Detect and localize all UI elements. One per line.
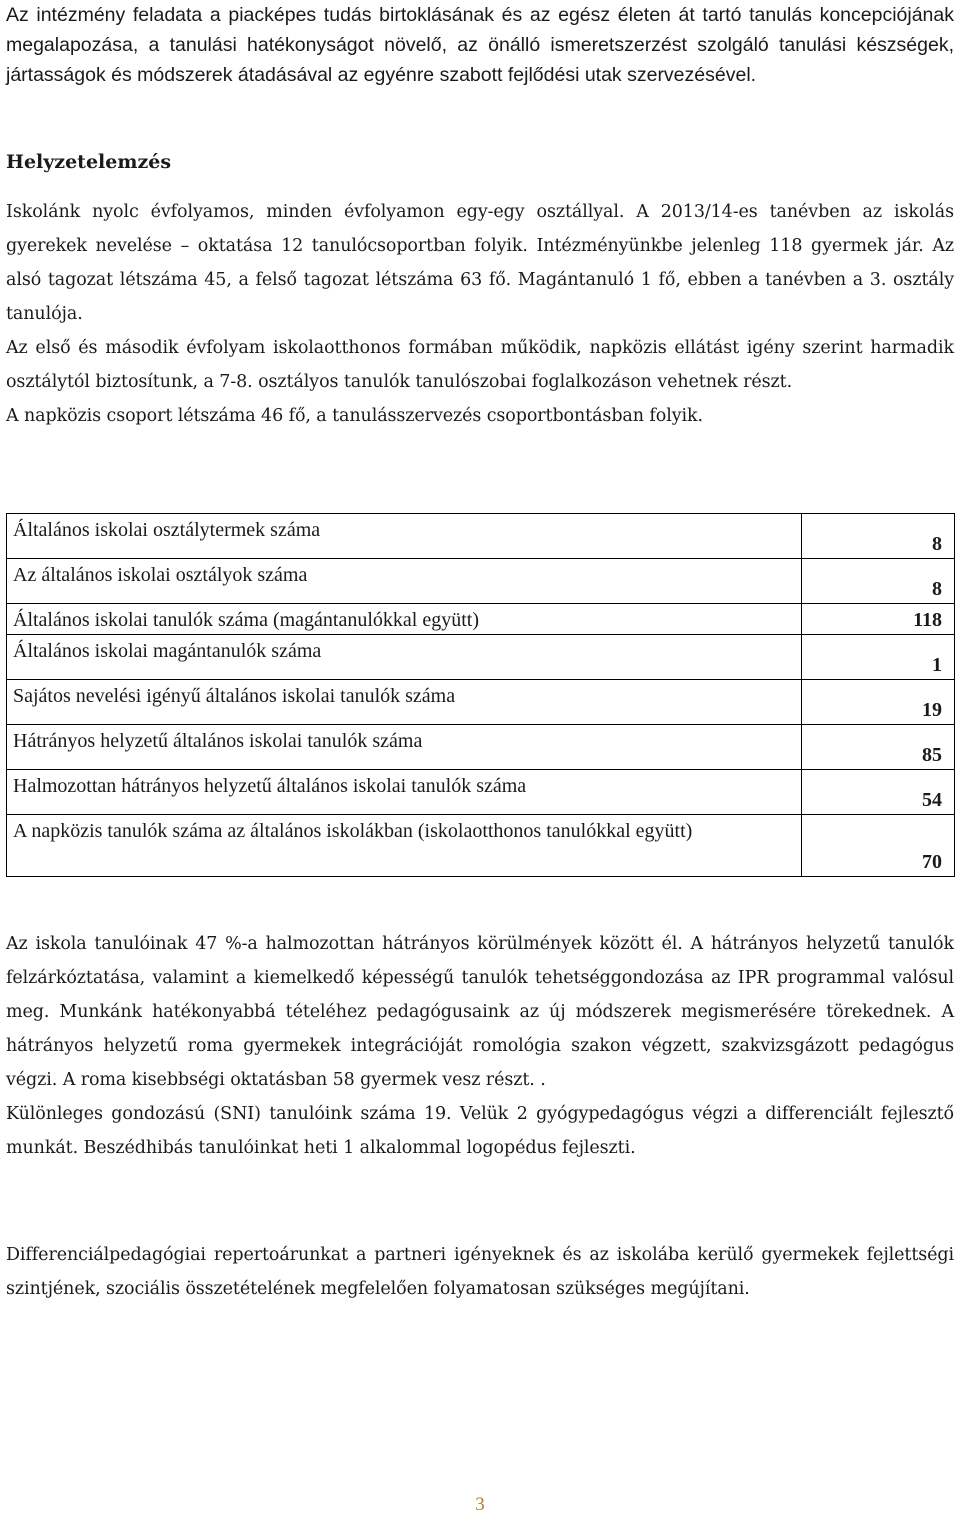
table-row-value: 85: [802, 725, 955, 770]
table-row: [7, 559, 955, 604]
table-row-label: Általános iskolai tanulók száma (magántanulókkal együtt): [7, 604, 802, 635]
table-row-value: 8: [802, 559, 955, 604]
table-row-label: Általános iskolai osztálytermek száma: [7, 514, 802, 559]
situation-paragraph-3: A napközis csoport létszáma 46 fő, a tanulásszervezés csoportbontásban folyik.: [6, 406, 703, 426]
notes-section: [6, 927, 954, 1165]
intro-paragraph: Az intézmény feladata a piacképes tudás birtoklásának és az egész életen át tartó tanulás koncepciójának megalapozása, a tanulási hatékonyságot növelő, az önálló ismeretszerzést szolgáló tanulási készségek, jártasságok és módszerek átadásával az egyénre szabott fejlődési utak szervezésével.: [6, 4, 954, 86]
table-row: [7, 635, 955, 680]
table-row-label: Sajátos nevelési igényű általános iskolai tanulók száma: [7, 680, 802, 725]
situation-section: [6, 195, 954, 433]
page-number: 3: [475, 1494, 485, 1515]
table-row: [7, 514, 955, 559]
notes-paragraph-1: Az iskola tanulóinak 47 %-a halmozottan hátrányos körülmények között él. A hátrányos helyzetű tanulók felzárkóztatása, valamint a kiemelkedő képességű tanulók tehetséggondozása az IPR programmal valósul meg. Munkánk hatékonyabbá tételéhez pedagógusaink az új módszerek megismerésére törekednek. A hátrányos helyzetű roma gyermekek integrációját romológia szakon végzett, szakvizsgázott pedagógus végzi. A roma kisebbségi oktatásban 58 gyermek vesz részt. .: [6, 934, 954, 1090]
table-row-label: Az általános iskolai osztályok száma: [7, 559, 802, 604]
situation-paragraph-2: Az első és második évfolyam iskolaotthonos formában működik, napközis ellátást igény szerint harmadik osztálytól biztosítunk, a 7-8. osztályos tanulók tanulószobai foglalkozáson vehetnek részt.: [6, 338, 954, 392]
table-row: [7, 815, 955, 877]
table-row-value: 1: [802, 635, 955, 680]
table-row: [7, 604, 955, 635]
table-row-value: 70: [802, 815, 955, 877]
table-row-value: 54: [802, 770, 955, 815]
table-row: [7, 680, 955, 725]
notes-paragraph-2: Különleges gondozású (SNI) tanulóink száma 19. Velük 2 gyógypedagógus végzi a differenciált fejlesztő munkát. Beszédhibás tanulóinkat heti 1 alkalommal logopédus fejleszti.: [6, 1104, 954, 1158]
table-row-value: 8: [802, 514, 955, 559]
table-row: [7, 770, 955, 815]
table-row-label: A napközis tanulók száma az általános iskolákban (iskolaotthonos tanulókkal együtt): [7, 815, 802, 877]
table-row-label: Hátrányos helyzetű általános iskolai tanulók száma: [7, 725, 802, 770]
section-heading-situation: Helyzetelemzés: [6, 151, 172, 173]
statistics-table: [6, 513, 955, 877]
repertoire-paragraph: Differenciálpedagógiai repertoárunkat a partneri igényeknek és az iskolába kerülő gyermekek fejlettségi szintjének, szociális összetételének megfelelően folyamatosan szükséges megújítani.: [6, 1245, 954, 1299]
table-row-value: 118: [802, 604, 955, 635]
repertoire-section: [6, 1238, 954, 1306]
table-row-value: 19: [802, 680, 955, 725]
table-row: [7, 725, 955, 770]
table-row-label: Általános iskolai magántanulók száma: [7, 635, 802, 680]
table-row-label: Halmozottan hátrányos helyzetű általános iskolai tanulók száma: [7, 770, 802, 815]
situation-paragraph-1: Iskolánk nyolc évfolyamos, minden évfolyamon egy-egy osztállyal. A 2013/14-es tanévben az iskolás gyerekek nevelése – oktatása 12 tanulócsoportban folyik. Intézményünkbe jelenleg 118 gyermek jár. Az alsó tagozat létszáma 45, a felső tagozat létszáma 63 fő. Magántanuló 1 fő, ebben a tanévben a 3. osztály tanulója.: [6, 202, 954, 324]
